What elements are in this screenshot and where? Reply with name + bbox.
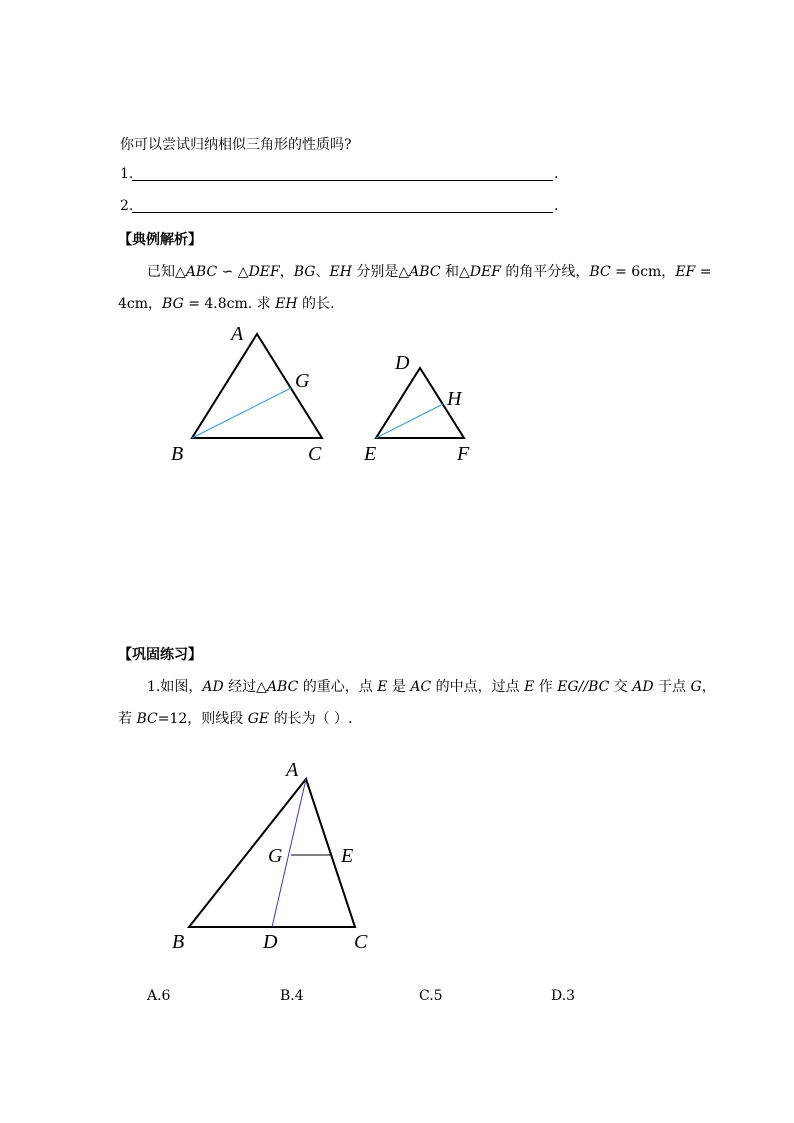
math-ad: AD (632, 679, 654, 695)
text-run: 若 (118, 711, 137, 727)
label-d: D (263, 931, 278, 953)
section-heading-example: 【典例解析】 (118, 232, 202, 248)
option-c[interactable]: C.5 (419, 988, 443, 1004)
label-a: A (231, 323, 244, 345)
math-g: G (690, 679, 702, 695)
triangle-symbol: △ (398, 264, 410, 280)
text-run: 的长. (297, 296, 335, 312)
text-run: 和 (440, 264, 459, 280)
math-ac: AC (410, 679, 432, 695)
triangle-symbol: △ (237, 264, 249, 280)
text-run: 、 (315, 264, 330, 280)
triangle-symbol: △ (256, 679, 267, 695)
option-d[interactable]: D.3 (551, 988, 576, 1004)
label-h: H (447, 388, 462, 410)
label-c: C (354, 931, 368, 953)
math-def: DEF (248, 264, 280, 280)
text-run: 于点 (653, 679, 691, 695)
math-ad: AD (202, 679, 224, 695)
math-e: E (377, 679, 388, 695)
blank-1-end: . (554, 166, 559, 182)
prompt-line: 你可以尝试归纳相似三角形的性质吗? (120, 137, 352, 153)
text-run: 的长为（ ）. (269, 711, 353, 727)
math-def: DEF (469, 264, 501, 280)
label-g: G (295, 370, 310, 392)
text-run: 交 (609, 679, 633, 695)
math-bg: BG (293, 264, 316, 280)
triangle-symbol: △ (175, 264, 186, 280)
text-run: 是 (387, 679, 411, 695)
label-a: A (286, 759, 299, 781)
text-run: 作 (534, 679, 558, 695)
text-run: = 4.8cm. 求 (183, 296, 276, 312)
text-run: 的角平分线， (500, 264, 590, 280)
math-abc: ABC (266, 679, 299, 695)
blank-1-number: 1. (120, 166, 134, 182)
math-abc: ABC (185, 264, 218, 280)
label-f: F (457, 443, 470, 465)
label-g: G (268, 845, 283, 867)
option-b[interactable]: B.4 (280, 988, 304, 1004)
similar-symbol: ∽ (217, 264, 238, 280)
text-run: 经过 (223, 679, 257, 695)
label-e: E (364, 443, 377, 465)
label-b: B (171, 443, 184, 465)
triangle-symbol: △ (458, 264, 470, 280)
text-run: 已知 (147, 264, 175, 280)
text-run: =12，则线段 (157, 711, 248, 727)
blank-2-end: . (554, 198, 559, 214)
math-eh: EH (275, 296, 298, 312)
label-d: D (395, 352, 410, 374)
math-eg-parallel-bc: EG//BC (557, 679, 610, 695)
text-run: ， (279, 264, 294, 280)
text-run: = 6cm， (610, 264, 676, 280)
label-e: E (341, 845, 354, 867)
math-bg: BG (162, 296, 184, 312)
text-run: 分别是 (351, 264, 399, 280)
text-run: 的重心，点 (298, 679, 378, 695)
text-run: 1.如图， (147, 679, 203, 695)
math-e: E (524, 679, 535, 695)
math-abc: ABC (409, 264, 441, 280)
text-run: ， (701, 679, 716, 695)
text-run: = (695, 264, 712, 280)
section-heading-practice: 【巩固练习】 (118, 647, 202, 663)
math-ef: EF (675, 264, 696, 280)
text-run: 4cm， (118, 296, 163, 312)
math-bc: BC (589, 264, 611, 280)
option-a[interactable]: A.6 (147, 988, 171, 1004)
label-c: C (308, 443, 322, 465)
text-run: 的中点，过点 (431, 679, 525, 695)
blank-2-number: 2. (120, 198, 134, 214)
label-b: B (172, 931, 185, 953)
math-ge: GE (247, 711, 270, 727)
math-bc: BC (136, 711, 158, 727)
math-eh: EH (329, 264, 352, 280)
